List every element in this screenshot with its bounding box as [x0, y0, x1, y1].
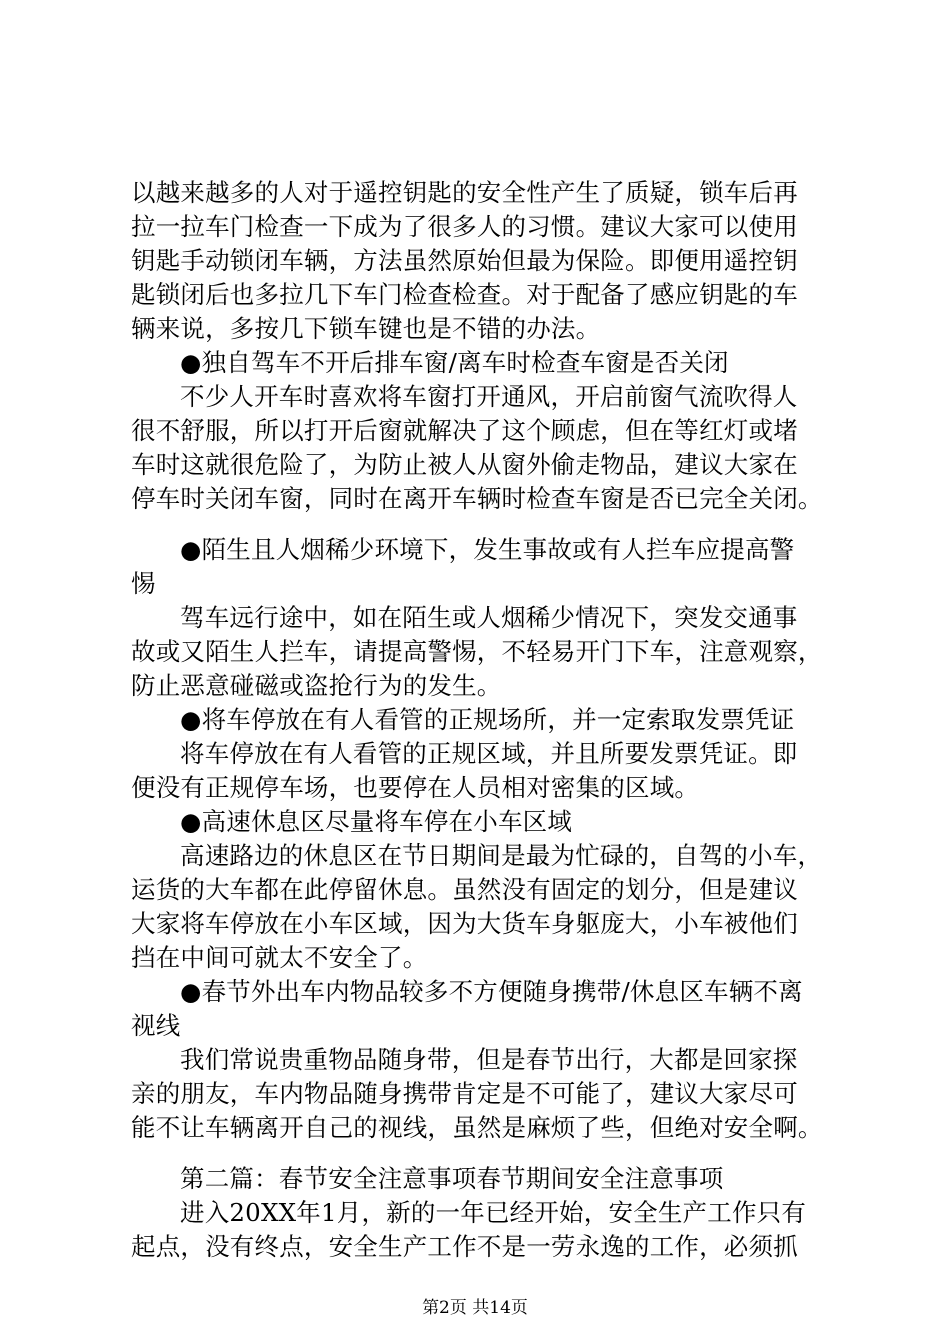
bullet-heading: ●陌生且人烟稀少环境下，发生事故或有人拦车应提高警: [180, 535, 795, 564]
body-text-line: 亲的朋友，车内物品随身携带肯定是不可能了，建议大家尽可: [131, 1079, 798, 1108]
paragraph-first-line: 我们常说贵重物品随身带，但是春节出行，大都是回家探: [180, 1045, 798, 1074]
body-text-line: 匙锁闭后也多拉几下车门检查检查。对于配备了感应钥匙的车: [131, 280, 798, 309]
body-text-line: 车时这就很危险了，为防止被人从窗外偷走物品，建议大家在: [131, 450, 798, 479]
body-text-line: 便没有正规停车场，也要停在人员相对密集的区域。: [131, 773, 700, 802]
body-text-line: 能不让车辆离开自己的视线，虽然是麻烦了些，但绝对安全啊。: [131, 1113, 823, 1142]
body-text-line: 视线: [131, 1011, 181, 1040]
paragraph-first-line: 将车停放在有人看管的正规区域，并且所要发票凭证。即: [180, 739, 798, 768]
paragraph-first-line: 驾车远行途中，如在陌生或人烟稀少情况下，突发交通事: [180, 603, 798, 632]
bullet-heading: ●独自驾车不开后排车窗/离车时检查车窗是否关闭: [180, 348, 729, 377]
body-text-line: 起点，没有终点，安全生产工作不是一劳永逸的工作，必须抓: [131, 1232, 798, 1261]
body-text-line: 辆来说，多按几下锁车键也是不错的办法。: [131, 314, 601, 343]
body-text-line: 大家将车停放在小车区域，因为大货车身躯庞大，小车被他们: [131, 909, 798, 938]
paragraph-first-line: 高速路边的休息区在节日期间是最为忙碌的，自驾的小车，: [180, 841, 823, 870]
paragraph-first-line: 不少人开车时喜欢将车窗打开通风，开启前窗气流吹得人: [180, 382, 798, 411]
body-text-line: 运货的大车都在此停留休息。虽然没有固定的划分，但是建议: [131, 875, 798, 904]
section-heading: 第二篇：春节安全注意事项春节期间安全注意事项: [180, 1164, 724, 1193]
bullet-heading: ●春节外出车内物品较多不方便随身携带/休息区车辆不离: [180, 977, 803, 1006]
body-text-line: 挡在中间可就太不安全了。: [131, 943, 428, 972]
bullet-heading: ●高速休息区尽量将车停在小车区域: [180, 807, 573, 836]
body-text-line: 惕: [131, 569, 156, 598]
body-text-line: 很不舒服，所以打开后窗就解决了这个顾虑，但在等红灯或堵: [131, 416, 798, 445]
bullet-heading: ●将车停放在有人看管的正规场所，并一定索取发票凭证: [180, 705, 795, 734]
page-footer: 第2页 共14页: [422, 1298, 528, 1318]
body-text-line: 防止恶意碰磁或盗抢行为的发生。: [131, 671, 502, 700]
body-text-line: 钥匙手动锁闭车辆，方法虽然原始但最为保险。即便用遥控钥: [131, 246, 798, 275]
paragraph-first-line: 进入20XX年1月，新的一年已经开始，安全生产工作只有: [180, 1198, 807, 1227]
body-text-line: 拉一拉车门检查一下成为了很多人的习惯。建议大家可以使用: [131, 212, 798, 241]
body-text-line: 故或又陌生人拦车，请提高警惕，不轻易开门下车，注意观察，: [131, 637, 823, 666]
body-text-line: 停车时关闭车窗，同时在离开车辆时检查车窗是否已完全关闭。: [131, 484, 823, 513]
body-text-line: 以越来越多的人对于遥控钥匙的安全性产生了质疑，锁车后再: [131, 178, 798, 207]
